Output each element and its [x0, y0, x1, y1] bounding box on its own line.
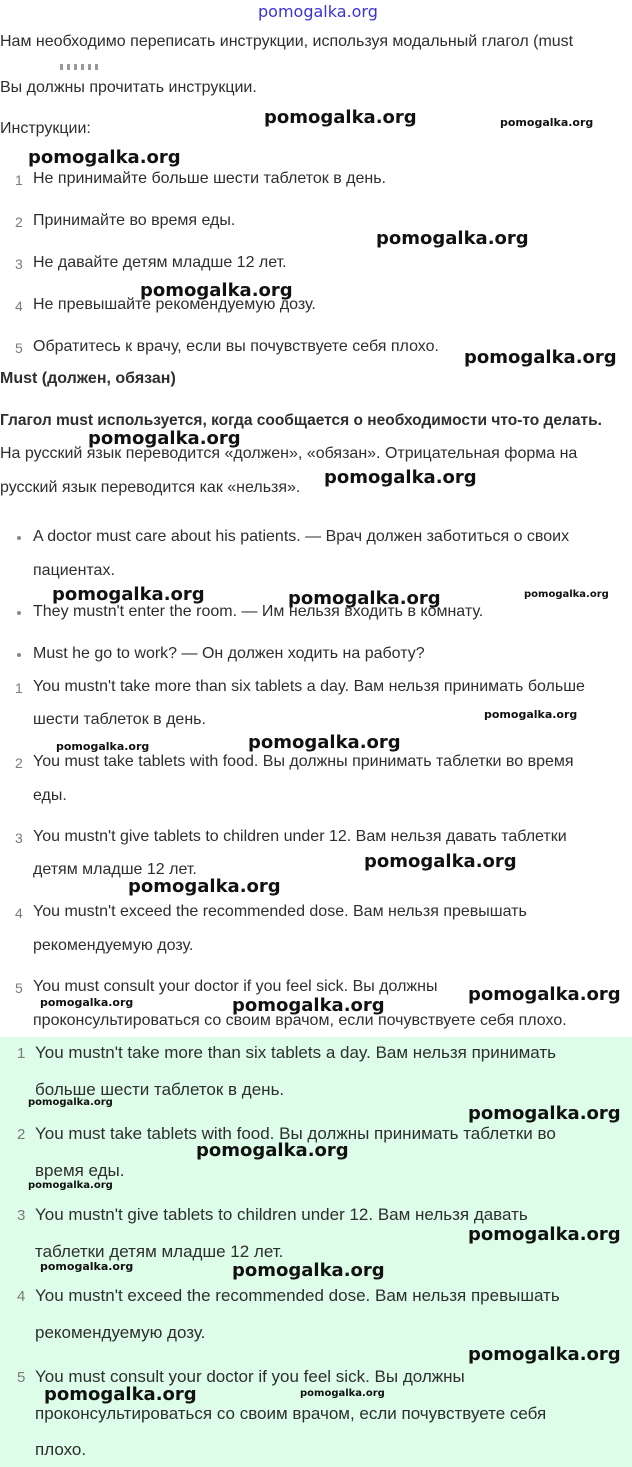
- watermark: pomogalka.org: [40, 1260, 134, 1273]
- watermark: pomogalka.org: [500, 116, 594, 129]
- list-number: 5: [15, 340, 23, 356]
- example-line: They mustn't enter the room. — Им нельзя входить в комнату.: [33, 603, 484, 620]
- watermark: pomogalka.org: [40, 996, 134, 1009]
- watermark: pomogalka.org: [324, 467, 477, 488]
- rule-line-2: На русский язык переводится «должен», «обязан». Отрицательная форма на: [0, 445, 578, 462]
- answer-line: таблетки детям младше 12 лет.: [35, 1242, 284, 1261]
- watermark: pomogalka.org: [300, 1388, 385, 1399]
- bullet-icon: [17, 536, 21, 540]
- watermark: pomogalka.org: [88, 428, 241, 449]
- site-header-link[interactable]: pomogalka.org: [258, 2, 378, 21]
- answer-line: плохо.: [35, 1440, 87, 1459]
- watermark: pomogalka.org: [484, 708, 578, 721]
- example-line: A doctor must care about his patients. — Врач должен заботиться о своих: [33, 528, 570, 545]
- watermark: pomogalka.org: [128, 876, 281, 897]
- answer-line: You must take tablets with food. Вы должны принимать таблетки во: [35, 1124, 556, 1143]
- watermark: pomogalka.org: [364, 851, 517, 872]
- example-line: Must he go to work? — Он должен ходить на работу?: [33, 645, 425, 662]
- list-item-line: рекомендуемую дозу.: [33, 937, 194, 954]
- watermark: pomogalka.org: [28, 1097, 113, 1108]
- list-item-line: проконсультироваться со своим врачом, если почувствуете себя плохо.: [33, 1012, 567, 1029]
- watermark: pomogalka.org: [232, 995, 385, 1016]
- list-number: 2: [15, 755, 23, 771]
- answer-line: You mustn't take more than six tablets a day. Вам нельзя принимать: [35, 1043, 557, 1062]
- list-item-line: You mustn't take more than six tablets a day. Вам нельзя принимать больше: [33, 678, 585, 695]
- torn-text-fragment: [60, 64, 100, 70]
- answer-line: You mustn't exceed the recommended dose. Вам нельзя превышать: [35, 1286, 560, 1305]
- answer-line: время еды.: [35, 1161, 125, 1180]
- answer-line: проконсультироваться со своим врачом, если почувствуете себя: [35, 1404, 547, 1423]
- watermark: pomogalka.org: [28, 1180, 113, 1191]
- watermark: pomogalka.org: [52, 584, 205, 605]
- list-item: Обратитесь к врачу, если вы почувствуете себя плохо.: [33, 338, 439, 355]
- list-number: 4: [17, 1288, 26, 1305]
- list-item-line: шести таблеток в день.: [33, 711, 206, 728]
- bullet-icon: [17, 611, 21, 615]
- intro-line-2: Вы должны прочитать инструкции.: [0, 79, 257, 96]
- intro-line-1: Нам необходимо переписать инструкции, используя модальный глагол (must: [0, 33, 574, 50]
- rule-line-3: русский язык переводится как «нельзя».: [0, 479, 301, 496]
- answer-line: You mustn't give tablets to children under 12. Вам нельзя давать: [35, 1205, 528, 1224]
- example-line: пациентах.: [33, 562, 115, 579]
- list-number: 2: [17, 1126, 26, 1143]
- watermark: pomogalka.org: [468, 984, 621, 1005]
- answer-line: You must consult your doctor if you feel sick. Вы должны: [35, 1367, 465, 1386]
- watermark: pomogalka.org: [196, 1140, 349, 1161]
- instructions-label: Инструкции:: [0, 120, 91, 137]
- watermark: pomogalka.org: [376, 228, 529, 249]
- watermark: pomogalka.org: [248, 732, 401, 753]
- watermark: pomogalka.org: [468, 1344, 621, 1365]
- list-item-line: You must take tablets with food. Вы должны принимать таблетки во время: [33, 753, 574, 770]
- list-item: Не давайте детям младше 12 лет.: [33, 254, 287, 271]
- watermark: pomogalka.org: [44, 1384, 197, 1405]
- watermark: pomogalka.org: [264, 107, 417, 128]
- list-number: 4: [15, 298, 23, 314]
- watermark: pomogalka.org: [288, 588, 441, 609]
- list-item: Не принимайте больше шести таблеток в день.: [33, 170, 386, 187]
- watermark: pomogalka.org: [56, 740, 150, 753]
- list-item: Принимайте во время еды.: [33, 212, 236, 229]
- watermark: pomogalka.org: [140, 280, 293, 301]
- list-item-line: еды.: [33, 787, 67, 804]
- list-item-line: You must consult your doctor if you feel sick. Вы должны: [33, 978, 438, 995]
- watermark: pomogalka.org: [464, 347, 617, 368]
- answer-line: больше шести таблеток в день.: [35, 1080, 285, 1099]
- watermark: pomogalka.org: [524, 589, 609, 600]
- list-number: 3: [15, 256, 23, 272]
- list-number: 1: [17, 1045, 26, 1062]
- rule-bold-line: Глагол must используется, когда сообщается о необходимости что-то делать.: [0, 412, 602, 429]
- list-number: 5: [15, 980, 23, 996]
- list-number: 3: [17, 1207, 26, 1224]
- list-number: 1: [15, 680, 23, 696]
- list-number: 5: [17, 1369, 26, 1386]
- list-number: 4: [15, 905, 23, 921]
- watermark: pomogalka.org: [232, 1260, 385, 1281]
- list-item-line: You mustn't give tablets to children under 12. Вам нельзя давать таблетки: [33, 828, 567, 845]
- list-number: 3: [15, 830, 23, 846]
- list-item-line: детям младше 12 лет.: [33, 861, 197, 878]
- list-number: 1: [15, 172, 23, 188]
- list-item-line: You mustn't exceed the recommended dose. Вам нельзя превышать: [33, 903, 527, 920]
- list-item: Не превышайте рекомендуемую дозу.: [33, 296, 316, 313]
- answer-line: рекомендуемую дозу.: [35, 1323, 206, 1342]
- bullet-icon: [17, 653, 21, 657]
- list-number: 2: [15, 214, 23, 230]
- watermark: pomogalka.org: [468, 1224, 621, 1245]
- rule-heading: Must (должен, обязан): [0, 370, 176, 387]
- watermark: pomogalka.org: [468, 1103, 621, 1124]
- watermark: pomogalka.org: [28, 147, 181, 168]
